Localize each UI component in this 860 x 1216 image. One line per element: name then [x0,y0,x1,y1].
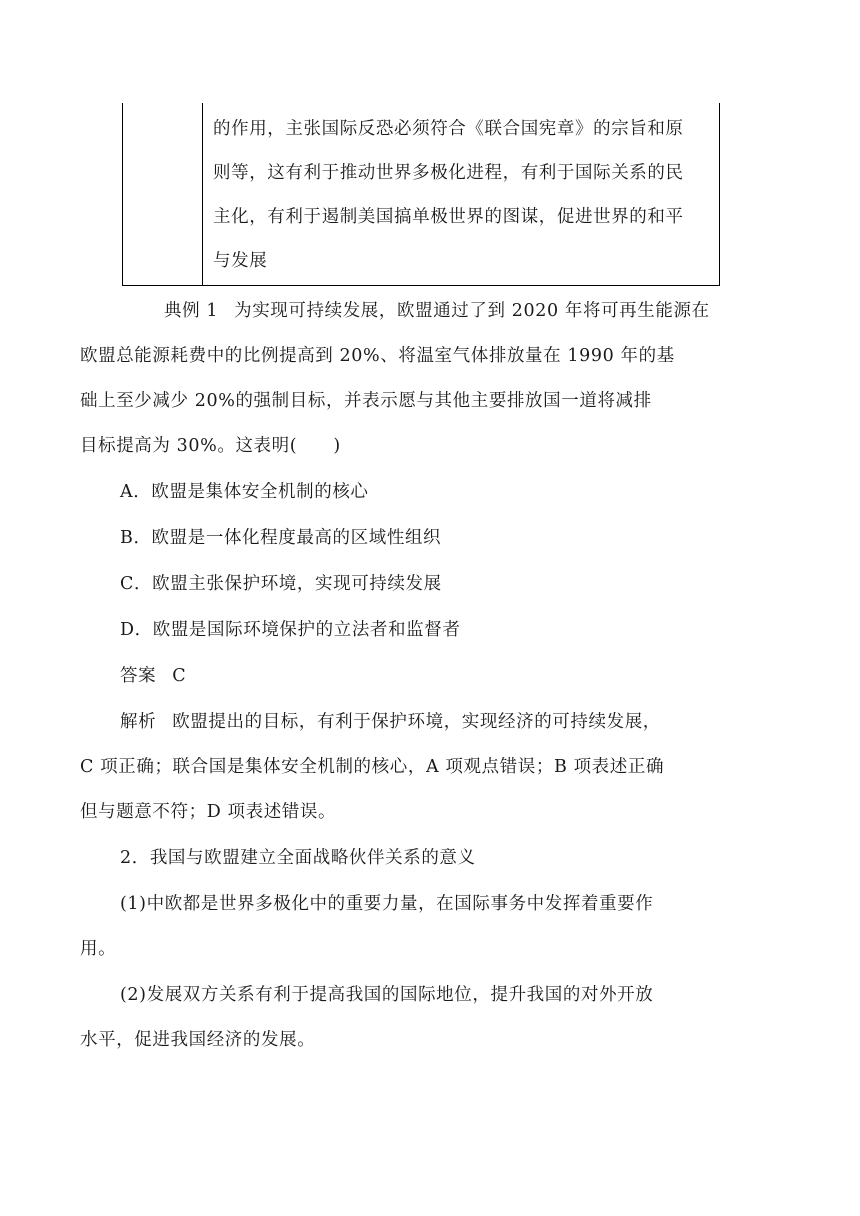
point-2-line: 水平，促进我国经济的发展。 [80,1030,316,1050]
option-c: C．欧盟主张保护环境，实现可持续发展 [120,574,442,594]
example-stem-line [130,289,730,334]
table-cell-line: 的作用，主张国际反恐必须符合《联合国宪章》的宗旨和原 [213,119,684,139]
analysis-line: 但与题意不符；D 项表述错误。 [80,802,337,822]
answer-line [120,654,730,699]
example-stem-text: 为实现可持续发展，欧盟通过了到 2020 年将可再生能源在 [234,301,710,321]
answer-label: 答案 [120,666,157,686]
body-text [80,289,730,1063]
example-label: 典例 1 [164,301,219,321]
analysis-label: 解析 [120,712,157,732]
example-stem-line: 欧盟总能源耗费中的比例提高到 20%、将温室气体排放量在 1990 年的基 [80,346,675,366]
table-cell-line: 则等，这有利于推动世界多极化进程，有利于国际关系的民 [213,163,684,183]
analysis-line: C 项正确；联合国是集体安全机制的核心，A 项观点错误；B 项表述正确 [80,757,665,777]
analysis-line [120,700,730,745]
table-cell-text [213,107,713,283]
example-stem-line: 目标提高为 30%。这表明( ) [80,436,341,456]
point-1-line: (1)中欧都是世界多极化中的重要力量，在国际事务中发挥着重要作 [120,894,654,914]
option-a: A．欧盟是集体安全机制的核心 [120,482,369,502]
example-stem-line: 础上至少减少 20%的强制目标，并表示愿与其他主要排放国一道将减排 [80,391,652,411]
answer-value: C [172,666,187,686]
table-cell-line: 与发展 [213,251,268,271]
section-heading: 2．我国与欧盟建立全面战略伙伴关系的意义 [120,848,476,868]
analysis-text: 欧盟提出的目标，有利于保护环境，实现经济的可持续发展， [172,712,661,732]
option-b: B．欧盟是一体化程度最高的区域性组织 [120,528,442,548]
table-cell-line: 主化，有利于遏制美国搞单极世界的图谋，促进世界的和平 [213,207,684,227]
table-column-divider [202,103,203,285]
option-d: D．欧盟是国际环境保护的立法者和监督者 [120,620,461,640]
point-2-line: (2)发展双方关系有利于提高我国的国际地位，提升我国的对外开放 [120,985,654,1005]
table-fragment [122,103,720,286]
point-1-line: 用。 [80,939,117,959]
